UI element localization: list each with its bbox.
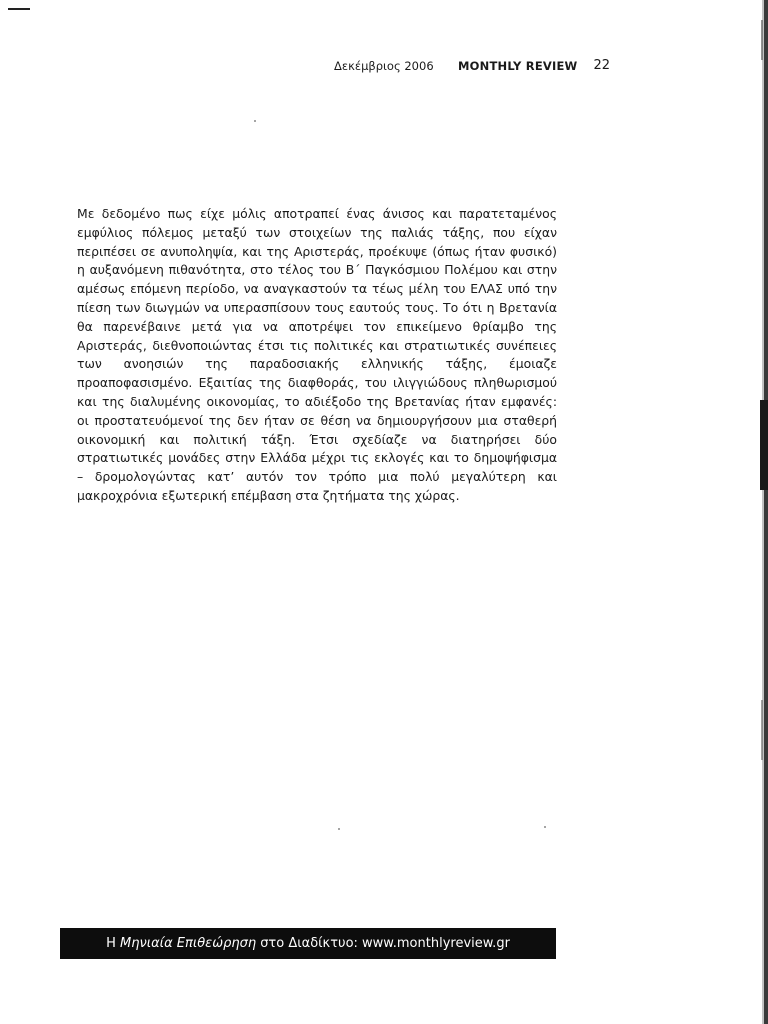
- website-banner: [60, 928, 556, 959]
- page-header: [334, 58, 614, 74]
- banner-middle-text: στο Διαδίκτυο:: [256, 936, 363, 951]
- journal-name: MONTHLY REVIEW: [458, 59, 578, 73]
- scan-edge-shadow: [756, 0, 768, 1024]
- banner-prefix: Η: [106, 936, 120, 951]
- article-paragraph: Με δεδομένο πως είχε μόλις αποτραπεί ένας άνισος και παρατεταμένος εμφύλιος πόλεμος μεταξύ των στοιχείων της παλιάς τάξης, που είχαν περιπέσει σε ανυποληψία, και της Αριστεράς, προέκυψε (όπως ήταν φυσικό) η αυξανόμενη πιθανότητα, στο τέλος του Β΄ Παγκόσμιου Πολέμου και στην αμέσως επόμενη περίοδο, να αναγκαστούν τα τέως μέλη του ΕΛΑΣ υπό την πίεση των διωγμών να υπερασπίσουν τους εαυτούς τους. Το ότι η Βρετανία θα παρενέβαινε μετά για να αποτρέψει τον επικείμενο θρίαμβο της Αριστεράς, διεθνοποιώντας έτσι τις πολιτικές και στρατιωτικές συνέπειες των ανοησιών της παραδοσιακής ελληνικής τάξης, έμοιαζε προαποφασισμένο. Εξαιτίας της διαφθοράς, του ιλιγγιώδους πληθωρισμού και της διαλυμένης οικονομίας, το αδιέξοδο της Βρετανίας ήταν εμφανές: οι προστατευόμενοί της δεν ήταν σε θέση να δημιουργήσουν μια σταθερή οικονομική και πολιτική τάξη. Έτσι σχεδίαζε να διατηρήσει δύο στρατιωτικές μονάδες στην Ελλάδα μέχρι τις εκλογές και το δημοψήφισμα – δρομολογώντας κατ’ αυτόν τον τρόπο μια πολύ μεγαλύτερη και μακροχρόνια εξωτερική επέμβαση στα ζητήματα της χώρας.: [77, 206, 557, 503]
- page-number: 22: [593, 58, 610, 73]
- scan-mark: [8, 8, 30, 10]
- scan-speck: [254, 120, 256, 122]
- banner-journal-title: Μηνιαία Επιθεώρηση: [120, 936, 257, 951]
- scan-speck: [544, 826, 546, 828]
- banner-url: www.monthlyreview.gr: [362, 936, 510, 951]
- scan-speck: [338, 828, 340, 830]
- issue-date: Δεκέμβριος 2006: [334, 59, 434, 73]
